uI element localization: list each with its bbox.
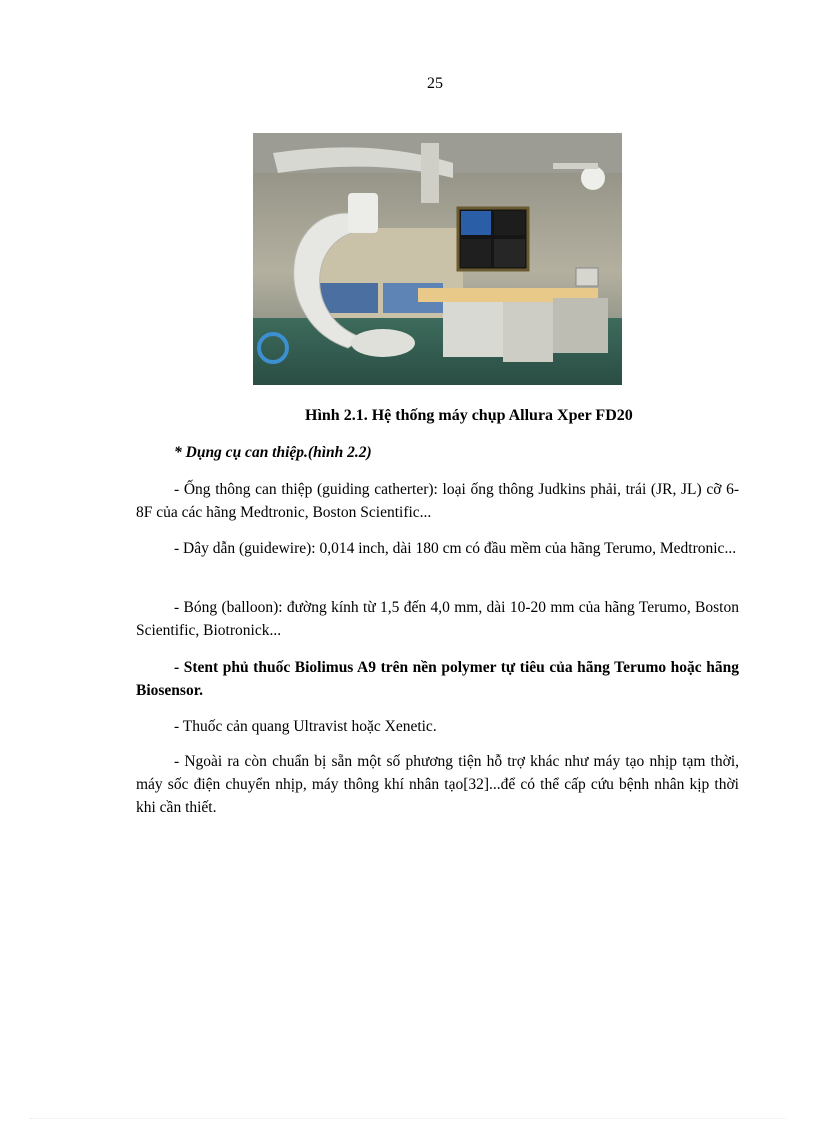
- table-base: [443, 302, 503, 357]
- table-pedestal: [503, 302, 553, 362]
- section-heading: * Dụng cụ can thiệp.(hình 2.2): [174, 444, 372, 461]
- figure-photo: [253, 133, 622, 385]
- monitor-screen-3: [461, 239, 491, 267]
- page-bottom-border: [30, 1118, 786, 1119]
- list-item-guiding-catheter: - Ống thông can thiệp (guiding catherter): loại ống thông Judkins phải, trái (JR, JL) cỡ 6-8F của các hãng Medtronic, Boston Scientific...: [136, 481, 739, 521]
- angiography-room-image: [253, 133, 622, 385]
- ceiling-column: [421, 143, 439, 203]
- c-arm-base: [351, 329, 415, 357]
- list-item-stent: - Stent phủ thuốc Biolimus A9 trên nền polymer tự tiêu của hãng Terumo hoặc hãng Biosensor.: [136, 659, 739, 699]
- surgical-light: [581, 166, 605, 190]
- equipment-cart: [553, 298, 608, 353]
- monitor-screen: [461, 211, 491, 235]
- figure-caption: Hình 2.1. Hệ thống máy chụp Allura Xper FD20: [305, 407, 633, 424]
- light-arm: [553, 163, 598, 169]
- list-item-guidewire: - Dây dẫn (guidewire): 0,014 inch, dài 180 cm có đầu mềm của hãng Terumo, Medtronic...: [174, 540, 737, 557]
- monitor-screen-4: [494, 239, 525, 267]
- monitor-screen-2: [494, 211, 525, 235]
- c-arm-detector: [348, 193, 378, 233]
- list-item-other-equipment: - Ngoài ra còn chuẩn bị sẵn một số phương tiện hỗ trợ khác như máy tạo nhịp tạm thời, máy sốc điện chuyển nhịp, máy thông khí nhân tạo[32]...để có thể cấp cứu bệnh nhân kịp thời khi cần thiết.: [136, 753, 739, 816]
- side-monitor: [576, 268, 598, 286]
- page-number: 25: [427, 75, 443, 92]
- list-item-contrast: - Thuốc cản quang Ultravist hoặc Xenetic.: [174, 718, 437, 735]
- list-item-balloon: - Bóng (balloon): đường kính từ 1,5 đến 4,0 mm, dài 10-20 mm của hãng Terumo, Boston Scientific, Biotronick...: [136, 599, 739, 639]
